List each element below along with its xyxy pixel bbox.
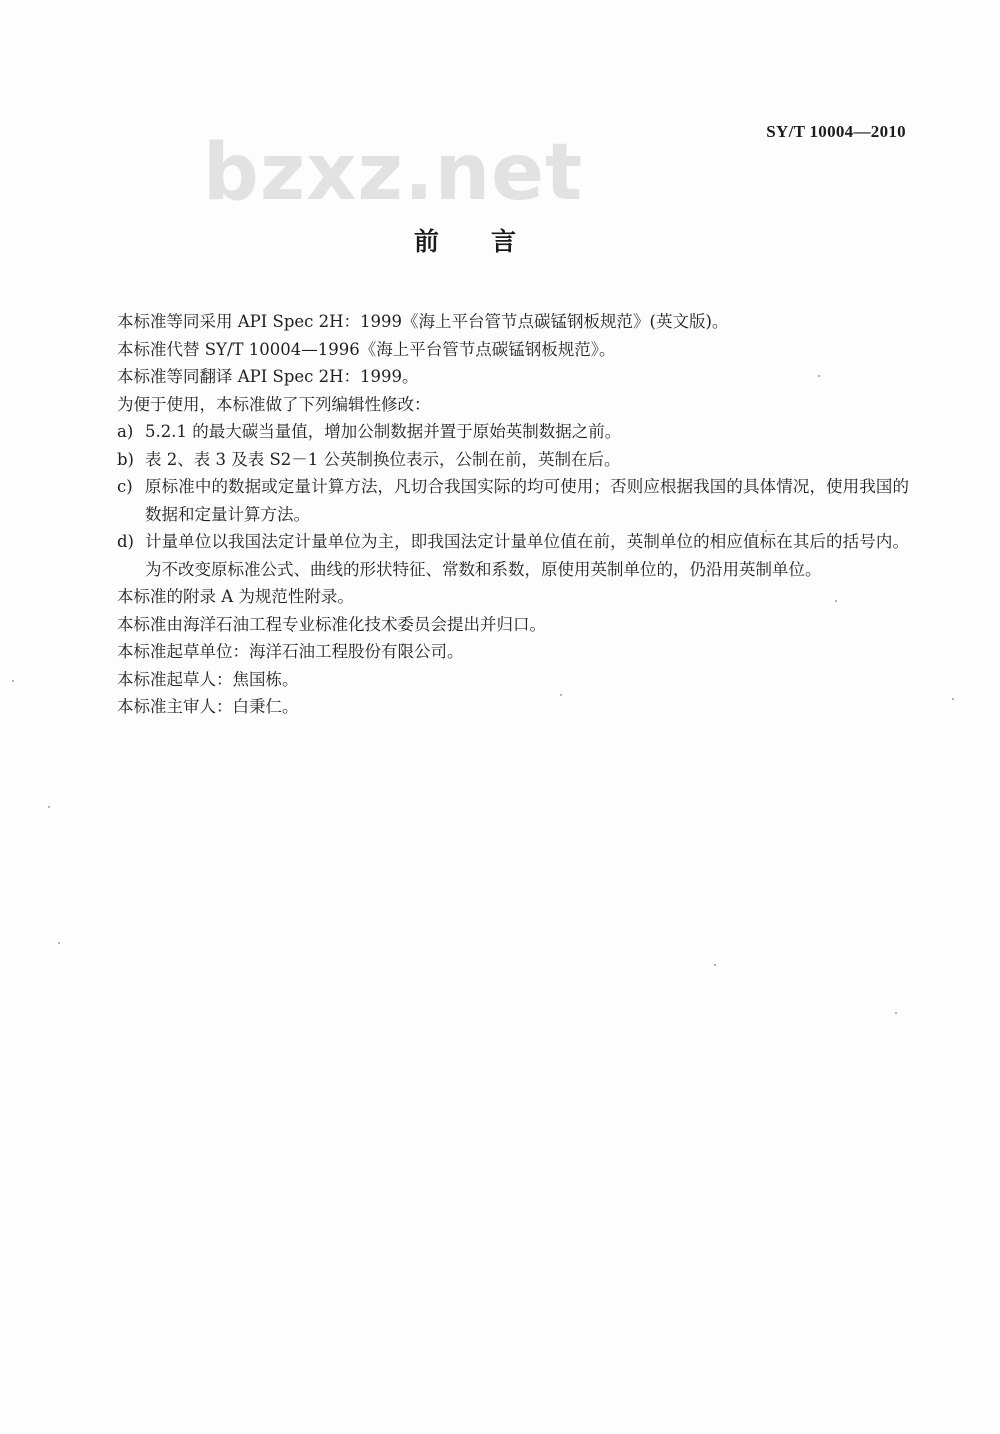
list-item-label: b) [117,449,134,469]
paragraph-drafter: 本标准起草人：焦国栋。 [117,669,299,689]
scan-speck [58,942,60,944]
paragraph-adoption: 本标准等同采用 API Spec 2H：1999《海上平台管节点碳锰钢板规范》(英文版)。 [117,312,729,331]
paragraph-replaces: 本标准代替 SY/T 10004—1996《海上平台管节点碳锰钢板规范》。 [117,339,616,359]
paragraph-drafting-unit: 本标准起草单位：海洋石油工程股份有限公司。 [117,642,464,661]
scan-speck [765,530,767,532]
list-item-label: c) [117,477,133,496]
list-item [117,418,909,446]
list-item [117,446,909,474]
list-item [117,473,909,528]
scan-speck [48,806,50,808]
scan-speck [818,375,820,377]
list-item-text: 计量单位以我国法定计量单位为主，即我国法定计量单位值在前，英制单位的相应值标在其后的括号内。为不改变原标准公式、曲线的形状特征、常数和系数，原使用英制单位的，仍沿用英制单位。 [145,532,909,579]
standard-number: SY/T 10004—2010 [766,122,906,141]
list-item-text: 5.2.1 的最大碳当量值，增加公制数据并置于原始英制数据之前。 [145,422,622,441]
paragraph-edits-intro: 为便于使用，本标准做了下列编辑性修改： [117,394,431,414]
scan-speck [952,698,954,700]
foreword-body [117,308,909,721]
page-title: 前言 [413,227,568,256]
paragraph-reviewer: 本标准主审人：白秉仁。 [117,697,299,716]
paragraph-proposer: 本标准由海洋石油工程专业标准化技术委员会提出并归口。 [117,614,546,634]
scan-speck [835,600,837,602]
scan-speck [895,1012,897,1014]
paragraph-annex: 本标准的附录 A 为规范性附录。 [117,587,354,606]
list-item-text: 表 2、表 3 及表 S2－1 公英制换位表示，公制在前，英制在后。 [145,449,621,469]
scan-speck [12,680,14,682]
watermark: bzxz.net [203,128,584,218]
list-item-text: 原标准中的数据或定量计算方法，凡切合我国实际的均可使用；否则应根据我国的具体情况，使用我国的数据和定量计算方法。 [145,477,909,524]
list-item [117,528,909,583]
paragraph-translation: 本标准等同翻译 API Spec 2H：1999。 [117,367,419,386]
scan-speck [560,694,562,696]
scan-speck [714,964,716,966]
list-item-label: d) [117,532,134,551]
list-item-label: a) [117,422,134,441]
